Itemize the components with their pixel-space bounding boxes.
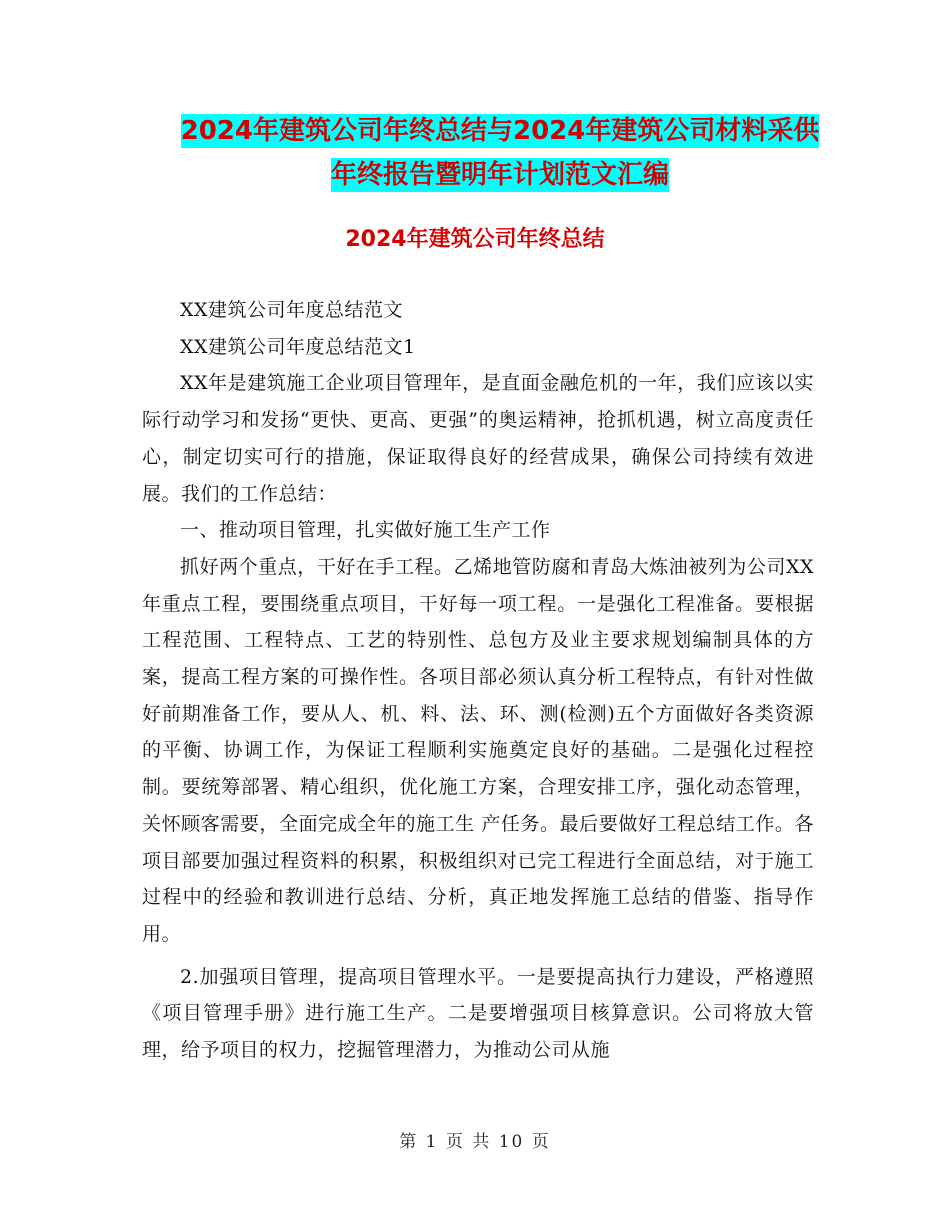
title-highlight: 年终报告暨明年计划范文汇编 — [330, 160, 669, 190]
paragraph: XX建筑公司年度总结范文1 — [180, 335, 416, 358]
title-highlight: 2024年建筑公司年终总结与2024年建筑公司材料采供 — [180, 116, 820, 146]
paragraph: XX年是建筑施工企业项目管理年，是直面金融危机的一年，我们应该以实际行动学习和发扬“更快、更高、更强”的奥运精神，抢抓机遇，树立高度责任心，制定切实可行的措施，保证取得良好的经营成果，确保公司持续有效进展。我们的工作总结： — [142, 372, 814, 505]
document-body — [142, 292, 814, 1069]
paragraph: 抓好两个重点，干好在手工程。乙烯地管防腐和青岛大炼油被列为公司XX年重点工程，要围绕重点项目，干好每一项工程。一是强化工程准备。要根据工程范围、工程特点、工艺的特别性、总包方及业主要求规划编制具体的方案，提高工程方案的可操作性。各项目部必须认真分析工程特点，有针对性做好前期准备工作，要从人、机、料、法、环、测(检测)五个方面做好各类资源的平衡、协调工作，为保证工程顺利实施奠定良好的基础。二是强化过程控制。要统筹部署、精心组织，优化施工方案，合理安排工序，强化动态管理，关怀顾客需要，全面完成全年的施工生 产任务。最后要做好工程总结工作。各项目部要加强过程资料的积累，积极组织对已完工程进行全面总结，对于施工过程中的经验和教训进行总结、分析，真正地发挥施工总结的借鉴、指导作用。 — [142, 555, 814, 945]
paragraph: XX建筑公司年度总结范文 — [180, 299, 404, 321]
document-title-line-1 — [100, 114, 900, 148]
paragraph: 2.加强项目管理，提高项目管理水平。一是要提高执行力建设，严格遵照《项目管理手册》进行施工生产。二是要增强项目核算意识。公司将放大管理，给予项目的权力，挖掘管理潜力，为推动公司从施 — [142, 965, 814, 1062]
paragraph: 一、推动项目管理，扎实做好施工生产工作 — [180, 519, 551, 542]
section-heading: 2024年建筑公司年终总结 — [345, 227, 605, 252]
document-title-line-2 — [100, 158, 900, 192]
page-footer: 第 1 页 共 10 页 — [399, 1132, 551, 1152]
